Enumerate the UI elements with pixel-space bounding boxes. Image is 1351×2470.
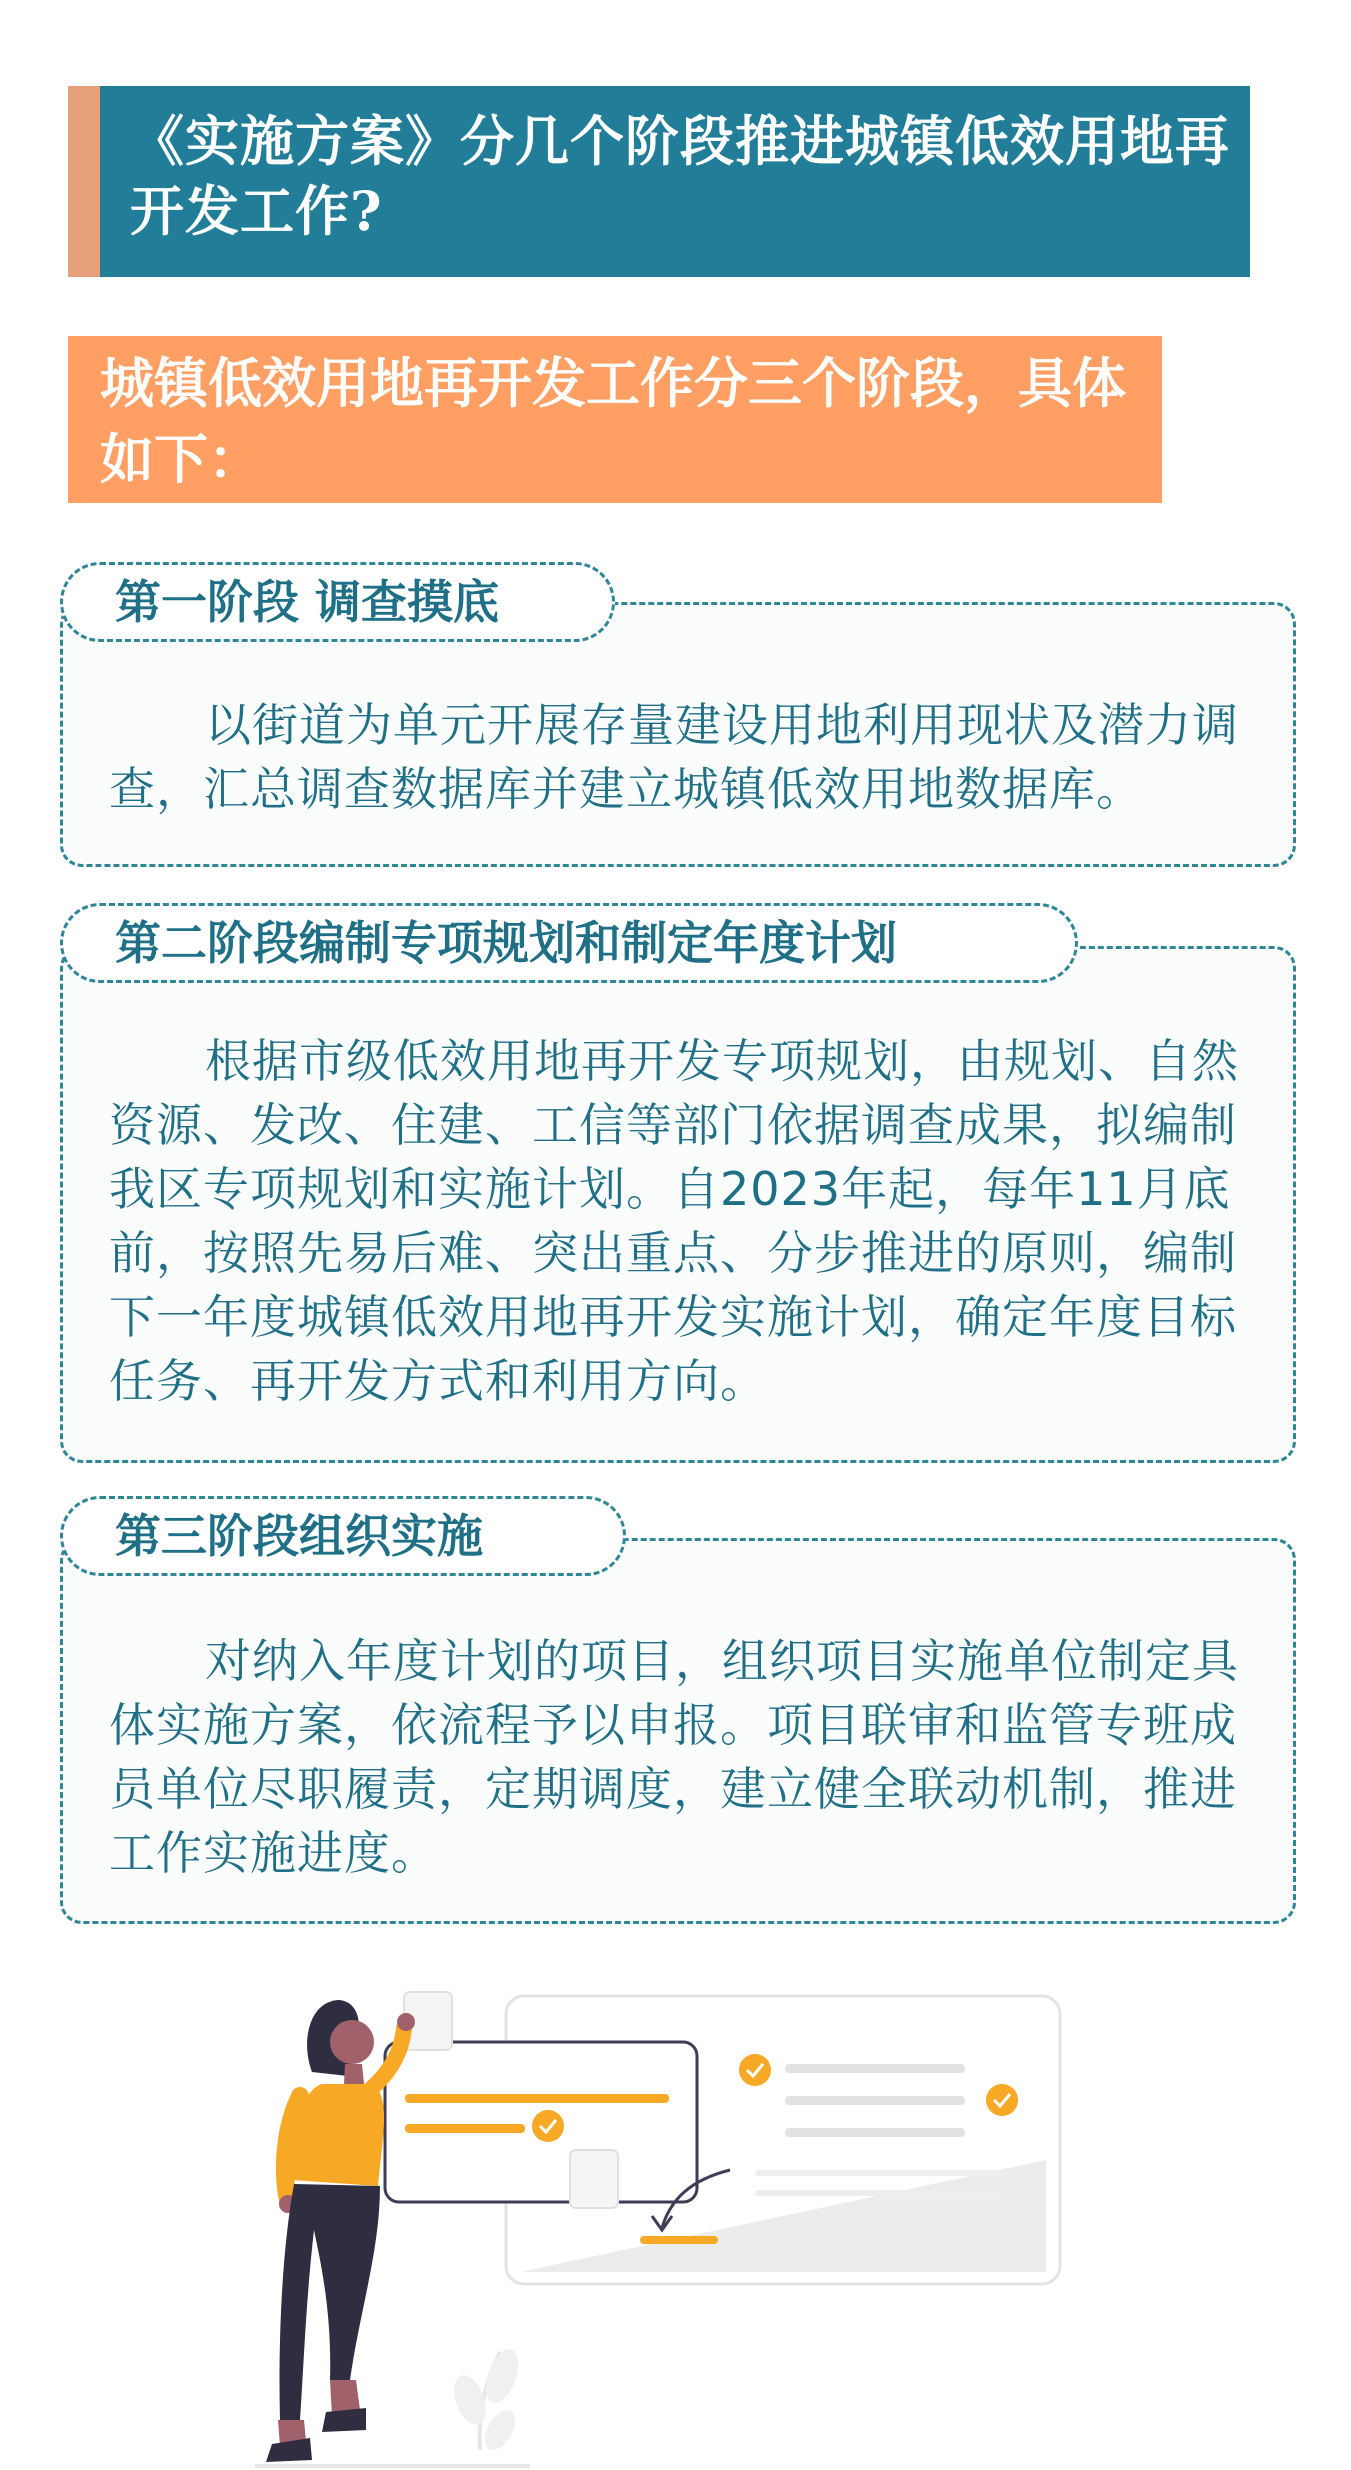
ground-line <box>255 2464 530 2468</box>
check-icon <box>739 2054 771 2086</box>
woman-figure <box>266 2000 415 2462</box>
question-title: 《实施方案》分几个阶段推进城镇低效用地再开发工作? <box>130 109 1230 243</box>
stage-2-title: 第二阶段编制专项规划和制定年度计划 <box>60 903 1078 983</box>
check-icon <box>986 2084 1018 2116</box>
plant-icon <box>448 2345 525 2455</box>
answer-intro-banner <box>68 336 1162 503</box>
stage-3-title: 第三阶段组织实施 <box>60 1496 626 1576</box>
document-icon <box>570 2150 618 2208</box>
stage-2-card <box>60 946 1296 1463</box>
stage-1-title: 第一阶段 调查摸底 <box>60 562 615 642</box>
woman-with-checklist-illustration <box>0 1980 1351 2470</box>
stage-3-card <box>60 1538 1296 1924</box>
stage-1-text: 以街道为单元开展存量建设用地利用现状及潜力调查，汇总调查数据库并建立城镇低效用地数据库。 <box>109 698 1239 816</box>
question-accent-bar <box>68 86 100 277</box>
stage-2-text: 根据市级低效用地再开发专项规划，由规划、自然资源、发改、住建、工信等部门依据调查成果，拟编制我区专项规划和实施计划。自2023年起，每年11月底前，按照先易后难、突出重点、分步推进的原则，编制下一年度城镇低效用地再开发实施计划，确定年度目标任务、再开发方式和利用方向。 <box>109 1034 1239 1408</box>
question-banner <box>68 86 1250 277</box>
stage-3-text: 对纳入年度计划的项目，组织项目实施单位制定具体实施方案，依流程予以申报。项目联审和监管专班成员单位尽职履责，定期调度，建立健全联动机制，推进工作实施进度。 <box>109 1634 1239 1880</box>
check-icon <box>532 2110 564 2142</box>
answer-intro-text: 城镇低效用地再开发工作分三个阶段，具体如下： <box>100 352 1126 491</box>
